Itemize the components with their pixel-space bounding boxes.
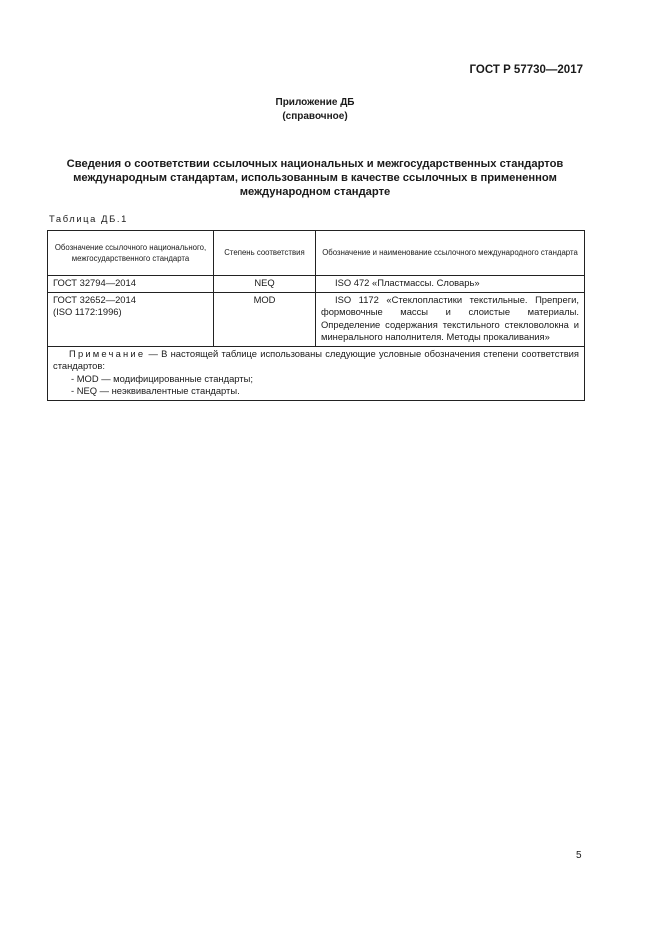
page-number: 5: [576, 850, 582, 861]
appendix-heading: [0, 96, 630, 124]
note-text: — В настоящей таблице использованы следующие условные обозначения степени соответствия стандартов:: [53, 347, 579, 371]
header-degree: Степень соответствия: [214, 231, 316, 276]
international-standard-name: ISO 1172 «Стеклопластики текстильные. Препреги, формовочные массы и слоистые материалы. Определение содержания текстильного стекловолокна и минерального наполнителя. Методы прокаливания»: [321, 293, 579, 342]
international-standard-name: ISO 472 «Пластмассы. Словарь»: [335, 277, 480, 288]
national-standard-designation: ГОСТ 32652—2014: [53, 293, 136, 305]
table-row: [48, 292, 585, 346]
table-caption: Таблица ДБ.1: [49, 213, 128, 224]
header-international-standard: Обозначение и наименование ссылочного международного стандарта: [316, 231, 585, 276]
national-standard-cell: [48, 292, 214, 346]
national-standard-cell: [48, 276, 214, 293]
section-title-line: международным стандартам, использованным в качестве ссылочных в примененном: [73, 172, 557, 184]
degree-cell: MOD: [214, 292, 316, 346]
national-standard-iso-ref: (ISO 1172:1996): [53, 306, 122, 317]
section-title-line: Сведения о соответствии ссылочных национальных и межгосударственных стандартов: [66, 158, 564, 170]
note-paragraph: [53, 348, 579, 373]
note-item: - MOD — модифицированные стандарты;: [71, 372, 253, 384]
appendix-title: Приложение ДБ: [275, 97, 355, 108]
section-title: [60, 157, 570, 199]
note-label: Примечание: [69, 347, 146, 359]
table-row: [48, 276, 585, 293]
note-item: - NEQ — неэквивалентные стандарты.: [71, 385, 240, 396]
international-standard-cell: [316, 276, 585, 293]
section-title-line: международном стандарте: [239, 186, 391, 198]
document-code: ГОСТ Р 57730—2017: [469, 64, 583, 76]
table-note: [48, 346, 585, 400]
header-national-standard: Обозначение ссылочного национального, межгосударственного стандарта: [48, 231, 214, 276]
degree-cell: NEQ: [214, 276, 316, 293]
international-standard-cell: [316, 292, 585, 346]
national-standard-designation: ГОСТ 32794—2014: [53, 277, 136, 288]
reference-standards-table: [47, 230, 585, 401]
appendix-subtitle: (справочное): [282, 111, 348, 122]
table-note-row: [48, 346, 585, 400]
table-header-row: [48, 231, 585, 276]
